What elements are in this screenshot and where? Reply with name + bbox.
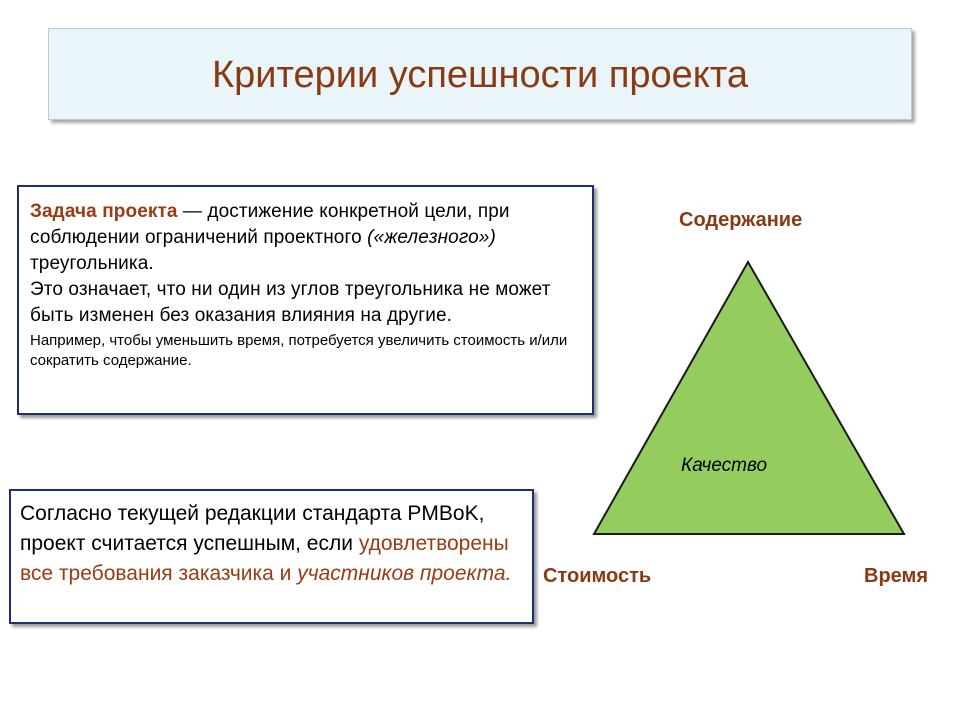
task-text: — достижение конкретной цели, при соблюдении ограничений проектного [30,201,510,248]
iron-triangle-note: («железного») [367,227,496,248]
task-lead: Задача проекта [30,201,178,222]
vertex-time-label: Время [864,565,928,587]
task-text-end: треугольника. [30,253,154,274]
quality-label: Качество [681,455,768,476]
task-example: Например, чтобы уменьшить время, потребуется увеличить стоимость и/или сократить содержание. [30,332,568,369]
task-meaning: Это означает, что ни один из углов треугольника не может быть изменен без оказания влияния на другие. [30,279,551,326]
pmbok-requirements: удовлетворены все требования заказчика и [20,532,509,585]
pmbok-text: Согласно текущей редакции стандарта PMBoK, проект считается успешным, если [20,502,485,555]
page-title: Критерии успешности проекта [212,54,748,96]
vertex-scope-label: Содержание [679,209,803,231]
vertex-cost-label: Стоимость [543,565,652,587]
triangle-shape [594,262,904,534]
pmbok-participants: участников проекта. [297,562,512,585]
